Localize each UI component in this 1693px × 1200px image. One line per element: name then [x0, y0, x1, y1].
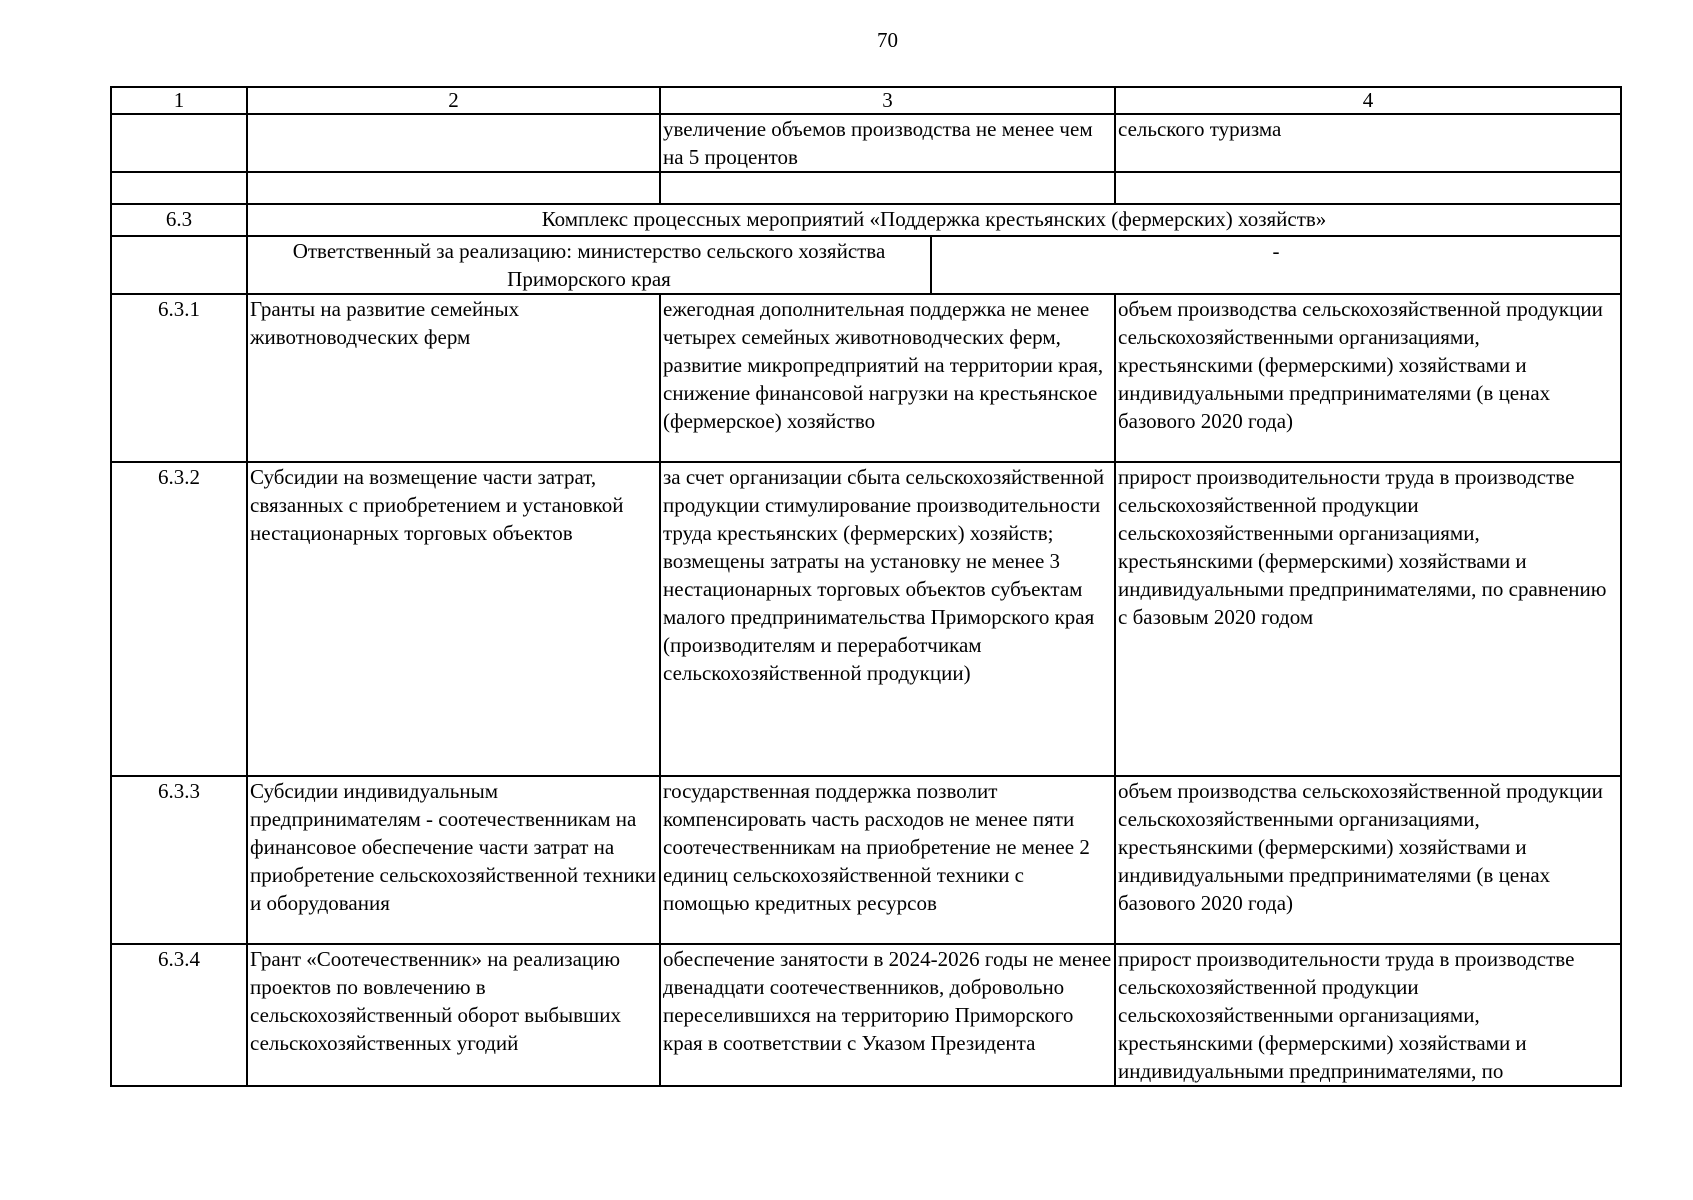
row-effect: ежегодная дополнительная поддержка не менее четырех семейных животноводческих ферм, развитие микропредприятий на территории края, снижение финансовой нагрузки на крестьянское (фермерское) хозяйство [660, 294, 1115, 462]
measures-table [110, 86, 1622, 1087]
table-row [111, 462, 1621, 776]
continuation-indicator: сельского туризма [1115, 114, 1621, 172]
responsible-num [111, 236, 247, 294]
row-task: Субсидии индивидуальным предпринимателям - соотечественникам на финансовое обеспечение части затрат на приобретение сельскохозяйственной техники и оборудования [247, 776, 660, 944]
empty-row [111, 172, 1621, 204]
row-number: 6.3.4 [111, 944, 247, 1086]
table-row [111, 944, 1621, 1086]
header-col-2: 2 [247, 87, 660, 114]
row-number: 6.3.2 [111, 462, 247, 776]
row-task: Субсидии на возмещение части затрат, связанных с приобретением и установкой нестационарных торговых объектов [247, 462, 660, 776]
header-col-3: 3 [660, 87, 1115, 114]
row-indicator: объем производства сельскохозяйственной продукции сельскохозяйственными организациями, крестьянскими (фермерскими) хозяйствами и индивидуальными предпринимателями (в ценах базового 2020 года) [1115, 776, 1621, 944]
empty-cell [1115, 172, 1621, 204]
empty-cell [111, 172, 247, 204]
page-number: 70 [877, 28, 898, 52]
responsible-label: Ответственный за реализацию: министерство сельского хозяйства Приморского края [247, 236, 931, 294]
responsible-row [111, 236, 1621, 294]
section-title: Комплекс процессных мероприятий «Поддержка крестьянских (фермерских) хозяйств» [247, 204, 1621, 236]
table-row [111, 294, 1621, 462]
continuation-num [111, 114, 247, 172]
row-indicator: прирост производительности труда в производстве сельскохозяйственной продукции сельскохозяйственными организациями, крестьянскими (фермерскими) хозяйствами и индивидуальными предпринимателями, по [1115, 944, 1621, 1086]
row-effect: государственная поддержка позволит компенсировать часть расходов не менее пяти соотечественникам на приобретение не менее 2 единиц сельскохозяйственной техники с помощью кредитных ресурсов [660, 776, 1115, 944]
row-effect: за счет организации сбыта сельскохозяйственной продукции стимулирование производительности труда крестьянских (фермерских) хозяйств; возмещены затраты на установку не менее 3 нестационарных торговых объектов субъектам малого предпринимательства Приморского края (производителям и переработчикам сельскохозяйственной продукции) [660, 462, 1115, 776]
row-task: Гранты на развитие семейных животноводческих ферм [247, 294, 660, 462]
continuation-effect: увеличение объемов производства не менее чем на 5 процентов [660, 114, 1115, 172]
continuation-row [111, 114, 1621, 172]
header-row [111, 87, 1621, 114]
continuation-task [247, 114, 660, 172]
empty-cell [247, 172, 660, 204]
section-row [111, 204, 1621, 236]
row-effect: обеспечение занятости в 2024-2026 годы не менее двенадцати соотечественников, добровольно переселившихся на территорию Приморского края в соответствии с Указом Президента [660, 944, 1115, 1086]
row-indicator: объем производства сельскохозяйственной продукции сельскохозяйственными организациями, крестьянскими (фермерскими) хозяйствами и индивидуальными предпринимателями (в ценах базового 2020 года) [1115, 294, 1621, 462]
row-indicator: прирост производительности труда в производстве сельскохозяйственной продукции сельскохозяйственными организациями, крестьянскими (фермерскими) хозяйствами и индивидуальными предпринимателями, по сравнению с базовым 2020 годом [1115, 462, 1621, 776]
responsible-value: - [931, 236, 1621, 294]
section-number: 6.3 [111, 204, 247, 236]
empty-cell [660, 172, 1115, 204]
row-task: Грант «Соотечественник» на реализацию проектов по вовлечению в сельскохозяйственный оборот выбывших сельскохозяйственных угодий [247, 944, 660, 1086]
header-col-1: 1 [111, 87, 247, 114]
row-number: 6.3.3 [111, 776, 247, 944]
table-row [111, 776, 1621, 944]
header-col-4: 4 [1115, 87, 1621, 114]
row-number: 6.3.1 [111, 294, 247, 462]
